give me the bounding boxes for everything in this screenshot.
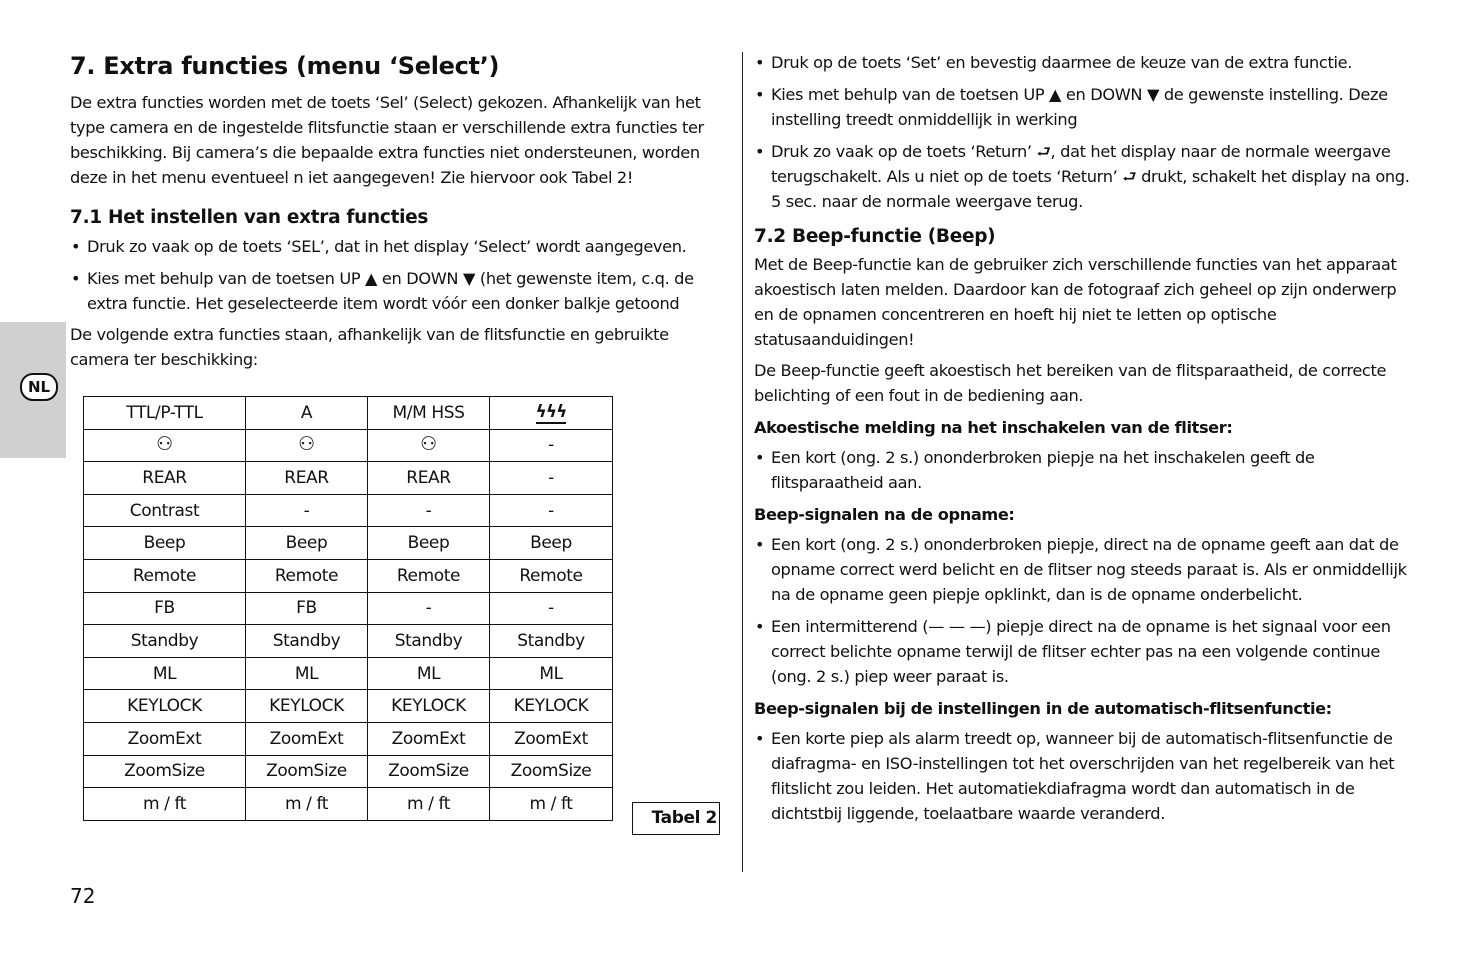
table-cell: m / ft	[246, 788, 368, 821]
table-row	[84, 462, 613, 495]
wireless-remote-icon: ⚇	[420, 433, 437, 456]
list-item: • Kies met behulp van de toetsen UP ▲ en DOWN ▼ de gewenste instelling. Deze instelling treedt onmiddellijk in werking	[754, 82, 1418, 132]
table-cell: Remote	[490, 559, 613, 592]
table-row	[84, 559, 613, 592]
table-cell: ZoomSize	[84, 755, 246, 788]
table-intro: De volgende extra functies staan, afhankelijk van de flitsfunctie en gebruikte camera ter beschikking:	[70, 325, 669, 369]
table-row	[84, 592, 613, 625]
table-cell: ZoomSize	[368, 755, 490, 788]
table-cell: ZoomExt	[246, 722, 368, 755]
subheading-power-on: Akoestische melding na het inschakelen van de flitser:	[754, 418, 1233, 437]
table-row	[84, 722, 613, 755]
table-cell	[246, 429, 368, 462]
page-number: 72	[70, 884, 96, 908]
table-cell: Beep	[368, 527, 490, 560]
table-cell: Beep	[246, 527, 368, 560]
table-cell: -	[246, 494, 368, 527]
table-row	[84, 527, 613, 560]
table-row	[84, 788, 613, 821]
subheading-auto-flash: Beep-signalen bij de instellingen in de automatisch-flitsenfunctie:	[754, 699, 1332, 718]
table-cell: TTL/P-TTL	[84, 397, 246, 430]
wireless-remote-icon: ⚇	[156, 433, 173, 456]
table-cell: FB	[84, 592, 246, 625]
table-cell: ZoomSize	[490, 755, 613, 788]
wireless-remote-icon: ⚇	[298, 433, 315, 456]
list-item: • Druk zo vaak op de toets ‘SEL’, dat in het display ‘Select’ wordt aangegeven.	[70, 234, 732, 259]
table-cell: KEYLOCK	[84, 690, 246, 723]
chapter-title: 7. Extra functies (menu ‘Select’)	[70, 52, 500, 80]
return-bullet	[754, 139, 1418, 214]
column-divider	[742, 52, 743, 872]
table-cell	[490, 397, 613, 430]
table-cell: -	[490, 462, 613, 495]
table-cell: ML	[368, 657, 490, 690]
table-cell: KEYLOCK	[246, 690, 368, 723]
language-badge: NL	[20, 373, 58, 401]
table-row	[84, 397, 613, 430]
table-cell: Standby	[490, 625, 613, 658]
table-cell: Remote	[84, 559, 246, 592]
table-cell: A	[246, 397, 368, 430]
table-cell: Remote	[368, 559, 490, 592]
table-row	[84, 657, 613, 690]
table-cell: m / ft	[84, 788, 246, 821]
table-cell: FB	[246, 592, 368, 625]
table-cell: REAR	[84, 462, 246, 495]
table-cell: REAR	[368, 462, 490, 495]
table-cell: Standby	[84, 625, 246, 658]
extra-functions-table	[83, 396, 613, 821]
table-cell	[368, 429, 490, 462]
table-cell: ML	[490, 657, 613, 690]
list-item: • Druk op de toets ‘Set’ en bevestig daarmee de keuze van de extra functie.	[754, 50, 1418, 75]
list-item: • Een intermitterend (— — —) piepje direct na de opname is het signaal voor een correct belichte opname terwijl de flitser echter pas na een volgende continue (ong. 2 s.) piep weer paraat is.	[754, 614, 1418, 689]
section-72-title: 7.2 Beep-functie (Beep)	[754, 226, 996, 247]
intro-paragraph: De extra functies worden met de toets ‘Sel’ (Select) gekozen. Afhankelijk van het type camera en de ingestelde flitsfunctie staan er verschillende extra functies ter beschikking. Bij camera’s die bepaalde extra functies niet ondersteunen, worden deze in het menu eventueel n iet aangegeven! Zie hiervoor ook Tabel 2!	[70, 93, 704, 187]
return-bullet-text-1: Druk zo vaak op de toets ‘Return’	[771, 142, 1032, 161]
table-cell: m / ft	[490, 788, 613, 821]
table-row	[84, 690, 613, 723]
table-cell: Remote	[246, 559, 368, 592]
table-cell: Standby	[246, 625, 368, 658]
table-cell: Beep	[84, 527, 246, 560]
list-item: • Een korte piep als alarm treedt op, wanneer bij de automatisch-flitsenfunctie de diafragma- en ISO-instellingen tot het overschrijden van het regelbereik van het flitslicht zou leiden. Het automatiekdiafragma wordt dan automatisch in de dichtstbij liggende, toelaatbare waarde veranderd.	[754, 726, 1418, 826]
table-cell: m / ft	[368, 788, 490, 821]
table-cell: ZoomExt	[490, 722, 613, 755]
table-cell	[84, 429, 246, 462]
table-cell: KEYLOCK	[490, 690, 613, 723]
section-71-bullets	[70, 234, 732, 316]
right-column	[754, 50, 1418, 833]
return-bullet-text-3: drukt, schakelt het display na ong. 5 sec. naar de normale weergave terug.	[771, 167, 1410, 211]
return-bullet-text-2: , dat het display naar de normale weergave terugschakelt. Als u niet op de toets ‘Return’	[771, 142, 1391, 186]
table-cell: Contrast	[84, 494, 246, 527]
list-item: • Kies met behulp van de toetsen UP ▲ en DOWN ▼ (het gewenste item, c.q. de extra functie. Het geselecteerde item wordt vóór een donker balkje getoond	[70, 266, 732, 316]
table-cell: KEYLOCK	[368, 690, 490, 723]
beep-paragraph-2: De Beep-functie geeft akoestisch het bereiken van de flitsparaatheid, de correcte belichting of een fout in de bediening aan.	[754, 361, 1387, 405]
return-arrow-icon: ⮐	[1036, 142, 1051, 161]
section-71-title: 7.1 Het instellen van extra functies	[70, 207, 429, 228]
table-row	[84, 494, 613, 527]
table-row	[84, 625, 613, 658]
table-cell: -	[490, 429, 613, 462]
multi-flash-icon: ϟϟϟ	[535, 401, 567, 422]
table-cell: ML	[84, 657, 246, 690]
list-item: • Een kort (ong. 2 s.) ononderbroken piepje na het inschakelen geeft de flitsparaatheid aan.	[754, 445, 1418, 495]
table-cell: -	[368, 592, 490, 625]
subheading-after-shot: Beep-signalen na de opname:	[754, 505, 1015, 524]
table-cell: M/M HSS	[368, 397, 490, 430]
list-item: • Een kort (ong. 2 s.) ononderbroken piepje, direct na de opname geeft aan dat de opname correct werd belicht en de flitser nog steeds paraat is. Als er onmiddellijk na de opname geen piepje opklinkt, dan is de opname onderbelicht.	[754, 532, 1418, 607]
table-cell: -	[490, 494, 613, 527]
beep-paragraph-1: Met de Beep-functie kan de gebruiker zich verschillende functies van het apparaat akoestisch laten melden. Daardoor kan de fotograaf zich geheel op zijn onderwerp en de opnamen concentreren en hoeft hij niet te letten op optische statusaanduidingen!	[754, 255, 1397, 349]
table-row	[84, 755, 613, 788]
table-cell: -	[368, 494, 490, 527]
return-arrow-icon: ⮐	[1122, 167, 1137, 186]
table-cell: ZoomExt	[84, 722, 246, 755]
table-caption: Tabel 2	[632, 802, 720, 835]
table-cell: -	[490, 592, 613, 625]
table-cell: ZoomExt	[368, 722, 490, 755]
table-cell: Standby	[368, 625, 490, 658]
table-cell: Beep	[490, 527, 613, 560]
table-cell: REAR	[246, 462, 368, 495]
table-cell: ML	[246, 657, 368, 690]
table-cell: ZoomSize	[246, 755, 368, 788]
table-row	[84, 429, 613, 462]
